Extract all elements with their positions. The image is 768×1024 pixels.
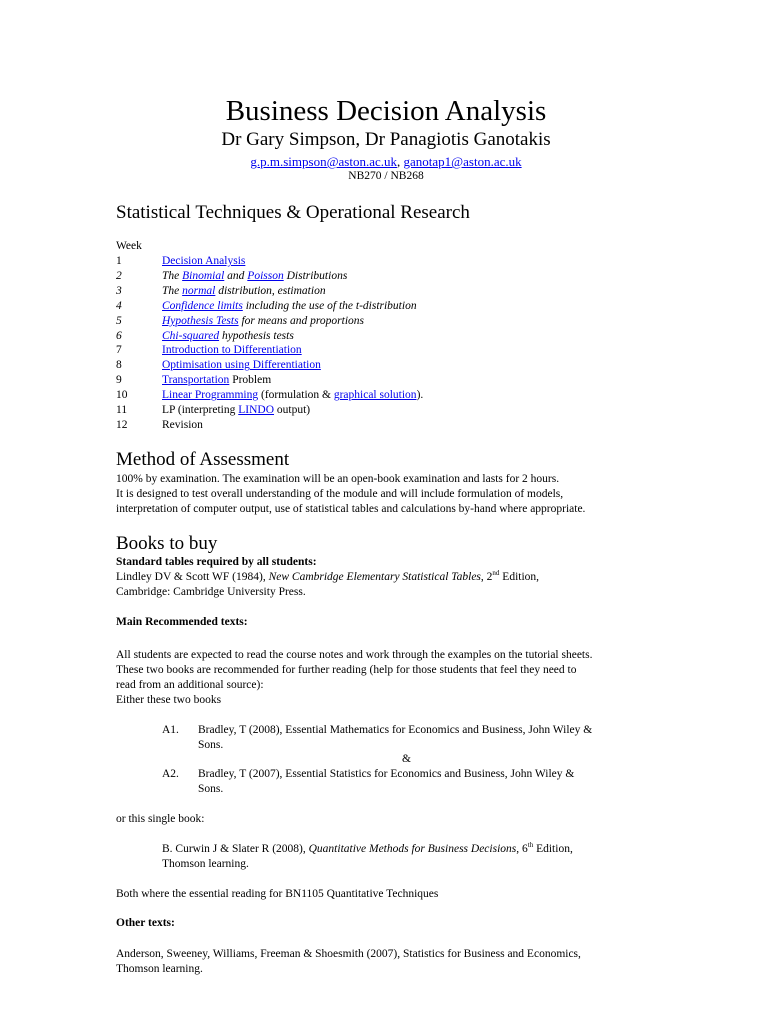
week-topic-link[interactable]: Optimisation using Differentiation xyxy=(162,359,321,372)
week-topic-text: LP (interpreting xyxy=(162,404,239,416)
book-a2-line-1: Bradley, T (2007), Essential Statistics for Economics and Business, John Wiley & xyxy=(198,768,575,780)
week-topic-link[interactable]: Decision Analysis xyxy=(162,255,246,267)
week-topic-link[interactable]: Introduction to Differentiation xyxy=(162,344,302,357)
main-texts-para-2: These two books are recommended for further reading (help for those students that feel they need to xyxy=(116,664,577,676)
tables-publisher: Cambridge: Cambridge University Press. xyxy=(116,586,306,598)
week-topic-link[interactable]: Chi-squared xyxy=(162,329,220,342)
other-texts-label-text: Other texts: xyxy=(116,917,175,929)
standard-tables-reference xyxy=(116,570,539,585)
standard-tables-label xyxy=(116,555,317,570)
book-a2-label: A2. xyxy=(162,768,179,780)
week-label: Week xyxy=(116,240,142,252)
week-topic-text: output) xyxy=(274,404,311,416)
section-heading-assessment: Method of Assessment xyxy=(116,449,290,470)
email-link-simpson[interactable]: g.p.m.simpson@aston.ac.uk xyxy=(250,154,398,169)
week-number: 3 xyxy=(116,284,122,297)
authors: Dr Gary Simpson, Dr Panagiotis Ganotakis xyxy=(221,129,551,150)
email-separator: , xyxy=(397,154,404,169)
week-topic xyxy=(162,403,310,418)
week-topic-link[interactable]: normal xyxy=(182,284,216,297)
week-topic xyxy=(162,284,326,299)
tables-title: New Cambridge Elementary Statistical Tables xyxy=(268,571,481,583)
week-number: 9 xyxy=(116,374,122,387)
week-topic xyxy=(162,388,423,403)
week-topic-text: ). xyxy=(416,389,424,402)
week-number: 5 xyxy=(116,314,122,327)
book-a1-line-2: Sons. xyxy=(198,739,224,751)
week-number: 12 xyxy=(116,418,128,431)
week-topic-text: and xyxy=(224,269,248,282)
week-number: 8 xyxy=(116,359,122,372)
tables-authors: Lindley DV & Scott WF (1984), xyxy=(116,571,269,583)
week-topic-text: Revision xyxy=(162,418,203,431)
or-single-book: or this single book: xyxy=(116,813,205,825)
week-topic-text: hypothesis tests xyxy=(219,329,294,342)
book-a1-line-1: Bradley, T (2008), Essential Mathematics for Economics and Business, John Wiley & xyxy=(198,724,593,736)
week-topic xyxy=(162,358,321,373)
week-topic xyxy=(162,343,302,358)
book-b-line-1 xyxy=(162,842,573,857)
week-topic-link[interactable]: graphical solution xyxy=(333,389,417,402)
assessment-line-3: interpretation of computer output, use of statistical tables and calculations by-hand where appropriate. xyxy=(116,503,586,515)
book-b-title: Quantitative Methods for Business Decisions xyxy=(308,843,517,855)
week-topic xyxy=(162,299,417,314)
book-b-edition-sup: th xyxy=(527,841,534,850)
week-number: 7 xyxy=(116,344,122,357)
main-texts-para-3: read from an additional source): xyxy=(116,679,264,691)
tables-edition-sup: nd xyxy=(492,569,500,578)
document-title: Business Decision Analysis xyxy=(225,95,547,127)
week-topic xyxy=(162,373,271,388)
main-texts-label xyxy=(116,615,248,630)
week-number: 6 xyxy=(116,329,122,342)
email-link-ganotakis[interactable]: ganotap1@aston.ac.uk xyxy=(403,154,522,169)
week-topic xyxy=(162,314,364,329)
other-texts-line-1: Anderson, Sweeney, Williams, Freeman & Shoesmith (2007), Statistics for Business and Economics, xyxy=(116,948,581,960)
main-texts-para-1: All students are expected to read the course notes and work through the examples on the tutorial sheets. xyxy=(116,649,593,661)
week-topic-text: including the use of the t-distribution xyxy=(242,299,417,312)
standard-tables-label-text: Standard tables required by all students: xyxy=(116,556,317,568)
week-number: 1 xyxy=(116,255,122,267)
tables-edition: Edition, xyxy=(499,571,540,583)
week-topic-text: (formulation & xyxy=(258,389,334,402)
book-b-edition-num: , 6 xyxy=(516,843,528,855)
week-number: 10 xyxy=(116,389,128,402)
week-topic xyxy=(162,329,294,344)
week-topic-text: The xyxy=(162,269,183,282)
assessment-line-1: 100% by examination. The examination will be an open-book examination and lasts for 2 hours. xyxy=(116,473,560,485)
book-a1-label: A1. xyxy=(162,724,179,736)
section-heading-books: Books to buy xyxy=(116,533,218,554)
book-b-authors: B. Curwin J & Slater R (2008), xyxy=(162,843,309,855)
week-topic-link[interactable]: Binomial xyxy=(182,269,225,282)
week-topic-link[interactable]: LINDO xyxy=(238,404,275,416)
other-texts-line-2: Thomson learning. xyxy=(116,963,203,975)
main-texts-para-4: Either these two books xyxy=(116,694,222,706)
essential-reading-note: Both where the essential reading for BN1105 Quantitative Techniques xyxy=(116,888,439,900)
week-topic-link[interactable]: Hypothesis Tests xyxy=(162,314,239,327)
week-number: 2 xyxy=(116,269,122,282)
week-topic-text: distribution, estimation xyxy=(215,284,326,297)
week-topic-text: Problem xyxy=(229,374,272,387)
week-number: 4 xyxy=(116,299,122,312)
room-numbers: NB270 / NB268 xyxy=(348,170,424,182)
week-topic-link[interactable]: Linear Programming xyxy=(162,389,259,402)
book-b-line-2: Thomson learning. xyxy=(162,858,249,870)
week-topic-text: The xyxy=(162,284,183,297)
section-heading-techniques: Statistical Techniques & Operational Research xyxy=(116,202,470,223)
week-topic xyxy=(162,418,203,433)
week-topic-text: for means and proportions xyxy=(238,314,365,327)
book-a2-line-2: Sons. xyxy=(198,783,224,795)
main-texts-label-text: Main Recommended texts: xyxy=(116,616,248,628)
week-topic-text: Distributions xyxy=(283,269,348,282)
week-topic-link[interactable]: Poisson xyxy=(247,269,284,282)
week-number: 11 xyxy=(116,404,128,416)
book-ampersand: & xyxy=(402,753,411,765)
book-b-edition: Edition, xyxy=(533,843,573,855)
tables-edition-num: , 2 xyxy=(480,571,493,583)
week-topic-link[interactable]: Transportation xyxy=(162,374,230,387)
other-texts-label xyxy=(116,916,175,931)
week-topic-link[interactable]: Confidence limits xyxy=(162,299,243,312)
email-line xyxy=(116,154,656,169)
assessment-line-2: It is designed to test overall understanding of the module and will include formulation of models, xyxy=(116,488,564,500)
week-topic xyxy=(162,269,347,284)
week-topic xyxy=(162,254,245,269)
